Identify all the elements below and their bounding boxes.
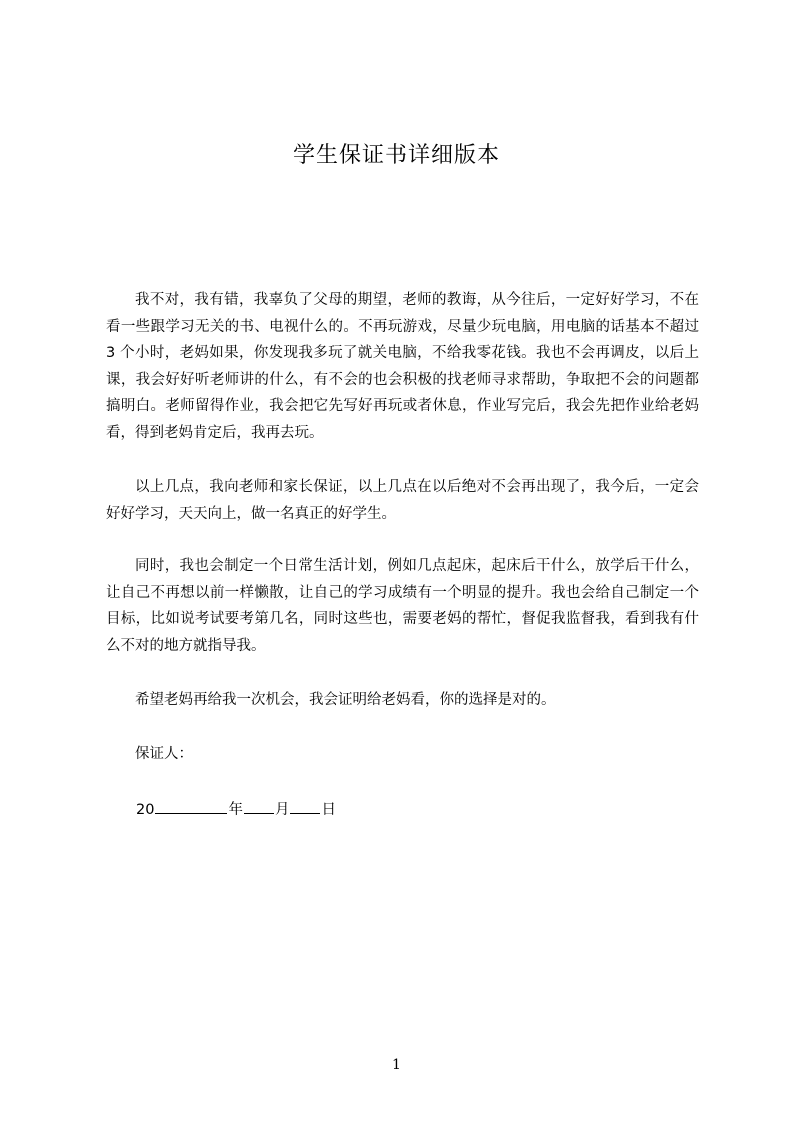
month-blank [244, 795, 274, 814]
year-label: 年 [228, 802, 243, 818]
day-label: 日 [321, 802, 336, 818]
day-blank [290, 795, 320, 814]
year-prefix: 20 [136, 802, 155, 818]
paragraph-promise: 以上几点，我向老师和家长保证，以上几点在以后绝对不会再出现了，我今后，一定会好好学习，天天向上，做一名真正的好学生。 [106, 479, 699, 522]
year-blank [155, 795, 227, 814]
date-line [136, 795, 336, 823]
month-label: 月 [274, 802, 290, 818]
guarantor-label: 保证人： [135, 746, 193, 762]
paragraph-plan: 同时，我也会制定一个日常生活计划，例如几点起床，起床后干什么，放学后干什么，让自己不再想以前一样懒散，让自己的学习成绩有一个明显的提升。我也会给自己制定一个目标，比如说考试要考第几名，同时这些也，需要老妈的帮忙，督促我监督我，看到我有什么不对的地方就指导我。 [106, 558, 699, 654]
paragraph-request: 希望老妈再给我一次机会，我会证明给老妈看，你的选择是对的。 [135, 692, 556, 708]
document-title: 学生保证书详细版本 [292, 143, 500, 168]
paragraph-apology: 我不对，我有错，我辜负了父母的期望，老师的教诲，从今往后，一定好好学习，不在看一些跟学习无关的书、电视什么的。不再玩游戏，尽量少玩电脑，用电脑的话基本不超过 3 个小时，老妈如果，你发现我多玩了就关电脑，不给我零花钱。我也不会再调皮，以后上课，我会好好听老师讲的什么，有不会的也会积极的找老师寻求帮助，争取把不会的问题都搞明白。老师留得作业，我会把它先写好再玩或者休息，作业写完后，我会先把作业给老妈看，得到老妈肯定后，我再去玩。 [106, 292, 699, 441]
page-number: 1 [392, 1057, 401, 1073]
